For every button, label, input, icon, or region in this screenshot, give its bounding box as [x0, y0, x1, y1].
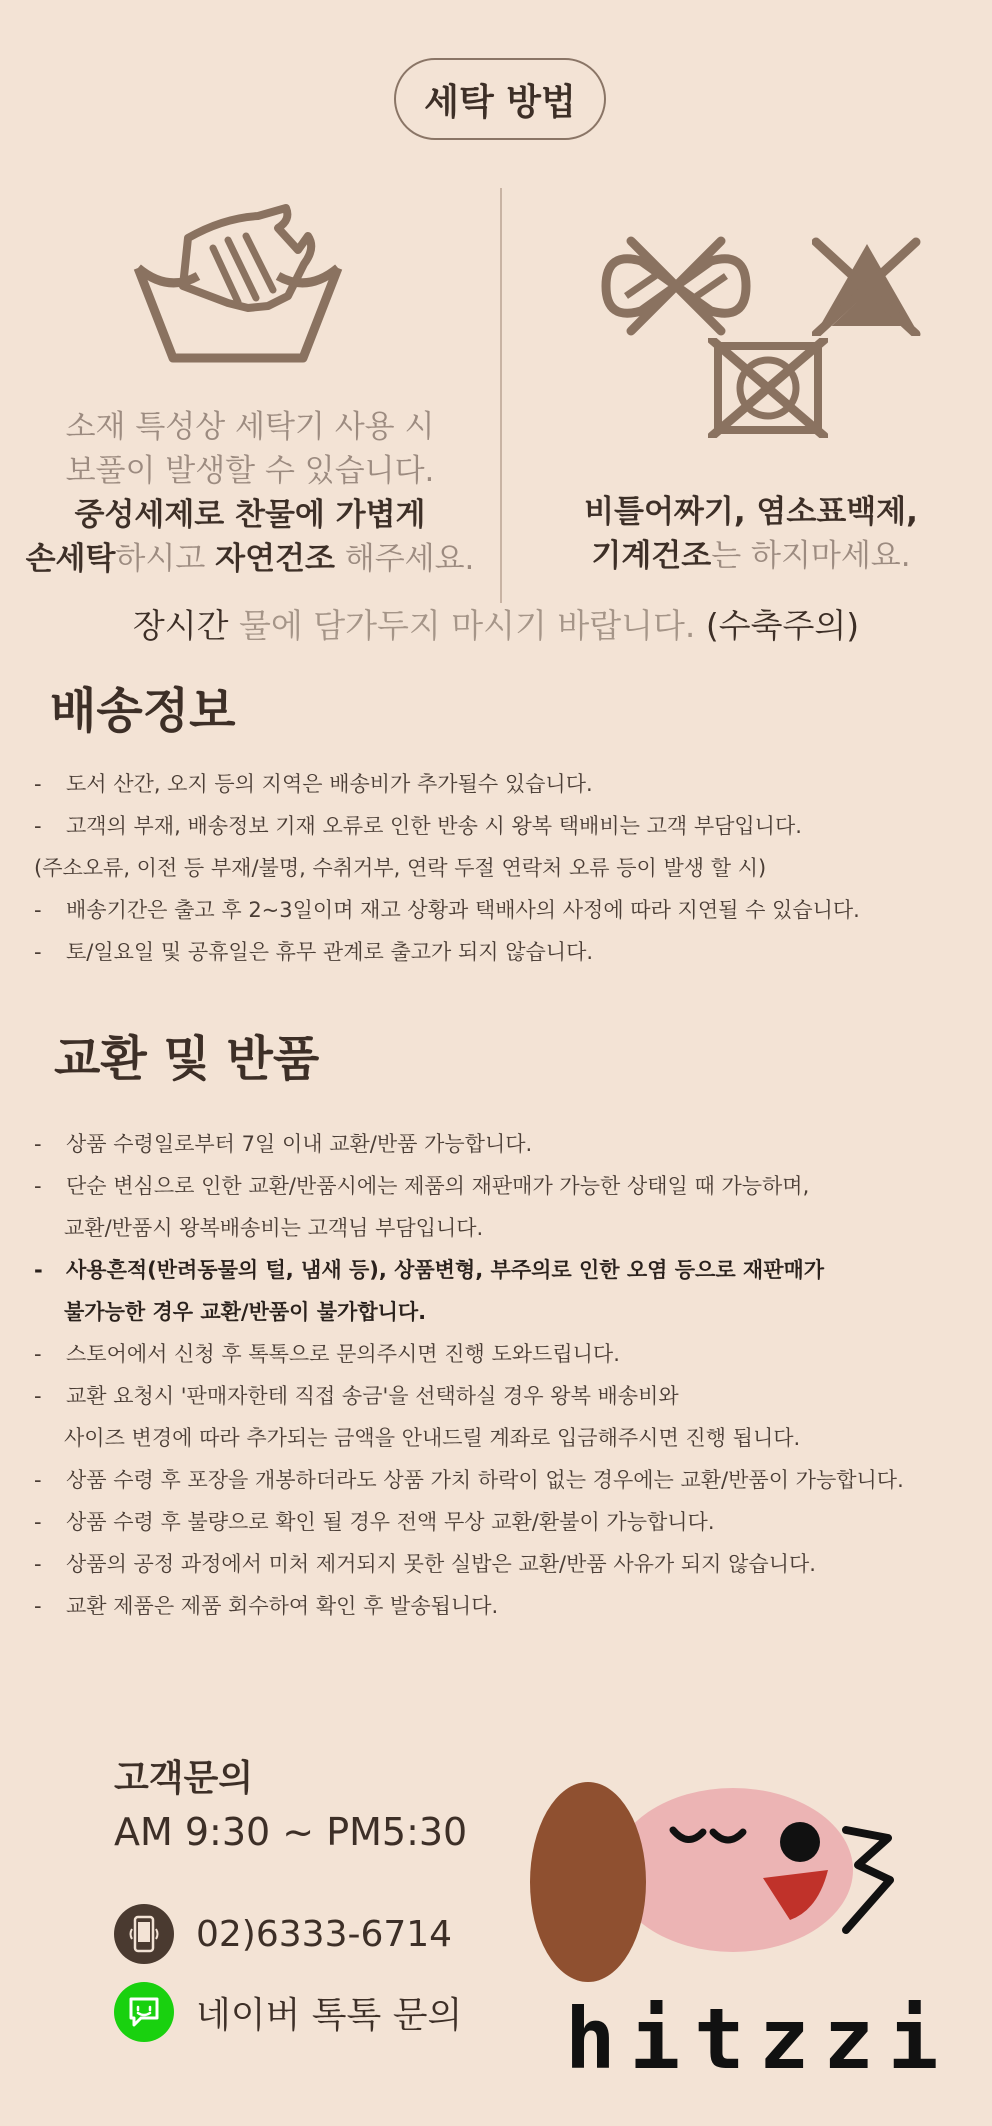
- list-dash: -: [34, 1468, 42, 1492]
- list-item: [34, 1506, 715, 1536]
- list-text: 스토어에서 신청 후 톡톡으로 문의주시면 진행 도와드립니다.: [66, 1342, 620, 1366]
- list-dash: -: [34, 814, 42, 838]
- list-item: [34, 852, 766, 882]
- shipping-title: 배송정보: [50, 683, 236, 739]
- soak-note-body: 물에 담가두지 마시기 바랍니다.: [228, 606, 706, 645]
- wash-text-part: 보풀이 발생할 수 있습니다.: [65, 453, 435, 489]
- list-dash: -: [34, 1384, 42, 1408]
- list-text: 단순 변심으로 인한 교환/반품시에는 제품의 재판매가 가능한 상태일 때 가능하며,: [66, 1174, 810, 1198]
- phone-contact[interactable]: [114, 1904, 452, 1964]
- list-item: [34, 1590, 498, 1620]
- talktalk-contact[interactable]: [114, 1982, 462, 2042]
- list-item: [34, 1464, 904, 1494]
- wash-right-text: [510, 490, 992, 578]
- list-item: [34, 768, 593, 798]
- wash-divider: [500, 188, 502, 603]
- wash-text-part: 손세탁: [25, 541, 116, 577]
- list-text: 상품의 공정 과정에서 미처 제거되지 못한 실밥은 교환/반품 사유가 되지 않습니다.: [66, 1552, 816, 1576]
- wash-text-line: [0, 449, 500, 493]
- list-dash: -: [34, 1510, 42, 1534]
- list-item: [34, 1548, 816, 1578]
- list-item: [64, 1212, 483, 1242]
- list-text: 교환 제품은 제품 회수하여 확인 후 발송됩니다.: [66, 1594, 499, 1618]
- wash-text-part: 자연건조: [215, 541, 335, 577]
- wash-text-line: [0, 537, 500, 581]
- dog-face: [613, 1788, 853, 1952]
- brand-logo: hitzzi: [565, 1990, 953, 2088]
- list-dash: -: [34, 1258, 43, 1282]
- list-dash: -: [34, 940, 42, 964]
- list-dash: -: [34, 1342, 42, 1366]
- wash-text-part: 소재 특성상 세탁기 사용 시: [65, 409, 435, 445]
- contact-title: 고객문의: [114, 1758, 254, 1799]
- wash-text-line: [510, 534, 992, 578]
- wash-text-part: 하시고: [115, 541, 216, 577]
- talktalk-label[interactable]: 네이버 톡톡 문의: [196, 1994, 463, 2036]
- list-dash: -: [34, 1132, 42, 1156]
- list-text: 사용흔적(반려동물의 털, 냄새 등), 상품변형, 부주의로 인한 오염 등으로 재판매가: [66, 1258, 825, 1282]
- no-bleach-icon: [812, 236, 922, 336]
- list-text: (주소오류, 이전 등 부재/불명, 수취거부, 연락 두절 연락처 오류 등이 발생 할 시): [34, 856, 767, 880]
- wash-text-line: [0, 405, 500, 449]
- dog-ear: [530, 1782, 646, 1982]
- list-text: 교환/반품시 왕복배송비는 고객님 부담입니다.: [64, 1216, 484, 1240]
- list-item: [34, 810, 802, 840]
- wash-text-part: 비틀어짜기, 염소표백제,: [584, 494, 918, 530]
- contact-hours: AM 9:30 ~ PM5:30: [114, 1810, 468, 1854]
- phone-icon: [114, 1904, 174, 1964]
- list-dash: -: [34, 1594, 42, 1618]
- list-item: [64, 1422, 800, 1452]
- soak-note-lead: 장시간: [132, 606, 229, 645]
- list-text: 상품 수령 후 불량으로 확인 될 경우 전액 무상 교환/환불이 가능합니다.: [66, 1510, 715, 1534]
- wash-method-title: 세탁 방법: [394, 58, 606, 140]
- no-tumble-dry-icon: [708, 338, 828, 438]
- list-text: 상품 수령 후 포장을 개봉하더라도 상품 가치 하락이 없는 경우에는 교환/반품이 가능합니다.: [66, 1468, 904, 1492]
- list-item: [34, 1128, 532, 1158]
- hand-wash-icon: [128, 198, 348, 368]
- list-text: 교환 요청시 '판매자한테 직접 송금'을 선택하실 경우 왕복 배송비와: [66, 1384, 679, 1408]
- no-wring-icon: [596, 236, 756, 336]
- soak-note: [0, 600, 992, 647]
- list-dash: -: [34, 772, 42, 796]
- list-text: 상품 수령일로부터 7일 이내 교환/반품 가능합니다.: [66, 1132, 533, 1156]
- dog-mascot-icon: [528, 1770, 908, 2000]
- list-item: [34, 936, 593, 966]
- phone-number[interactable]: 02)6333-6714: [196, 1913, 453, 1955]
- list-item: [34, 1338, 620, 1368]
- list-text: 도서 산간, 오지 등의 지역은 배송비가 추가될수 있습니다.: [66, 772, 593, 796]
- list-item: [64, 1296, 426, 1326]
- wash-text-part: 는 하지마세요.: [711, 538, 911, 574]
- list-text: 배송기간은 출고 후 2~3일이며 재고 상황과 택배사의 사정에 따라 지연될 수 있습니다.: [66, 898, 860, 922]
- exchange-title: 교환 및 반품: [54, 1031, 320, 1087]
- list-item: [34, 894, 860, 924]
- wash-left-text: [0, 405, 500, 581]
- list-dash: -: [34, 1174, 42, 1198]
- wash-text-part: 기계건조: [591, 538, 712, 574]
- wash-text-part: 중성세제로 찬물에 가볍게: [74, 497, 426, 533]
- list-text: 사이즈 변경에 따라 추가되는 금액을 안내드릴 계좌로 입금해주시면 진행 됩니다.: [64, 1426, 801, 1450]
- soak-note-end: (수축주의): [705, 606, 860, 645]
- wash-text-part: 해주세요.: [334, 541, 475, 577]
- list-text: 불가능한 경우 교환/반품이 불가합니다.: [64, 1300, 427, 1324]
- list-text: 토/일요일 및 공휴일은 휴무 관계로 출고가 되지 않습니다.: [66, 940, 594, 964]
- chat-icon: [114, 1982, 174, 2042]
- list-dash: -: [34, 1552, 42, 1576]
- list-item: [34, 1254, 824, 1284]
- list-text: 고객의 부재, 배송정보 기재 오류로 인한 반송 시 왕복 택배비는 고객 부담입니다.: [66, 814, 802, 838]
- wash-text-line: [0, 493, 500, 537]
- list-item: [34, 1380, 679, 1410]
- list-dash: -: [34, 898, 42, 922]
- wash-text-line: [510, 490, 992, 534]
- list-item: [34, 1170, 809, 1200]
